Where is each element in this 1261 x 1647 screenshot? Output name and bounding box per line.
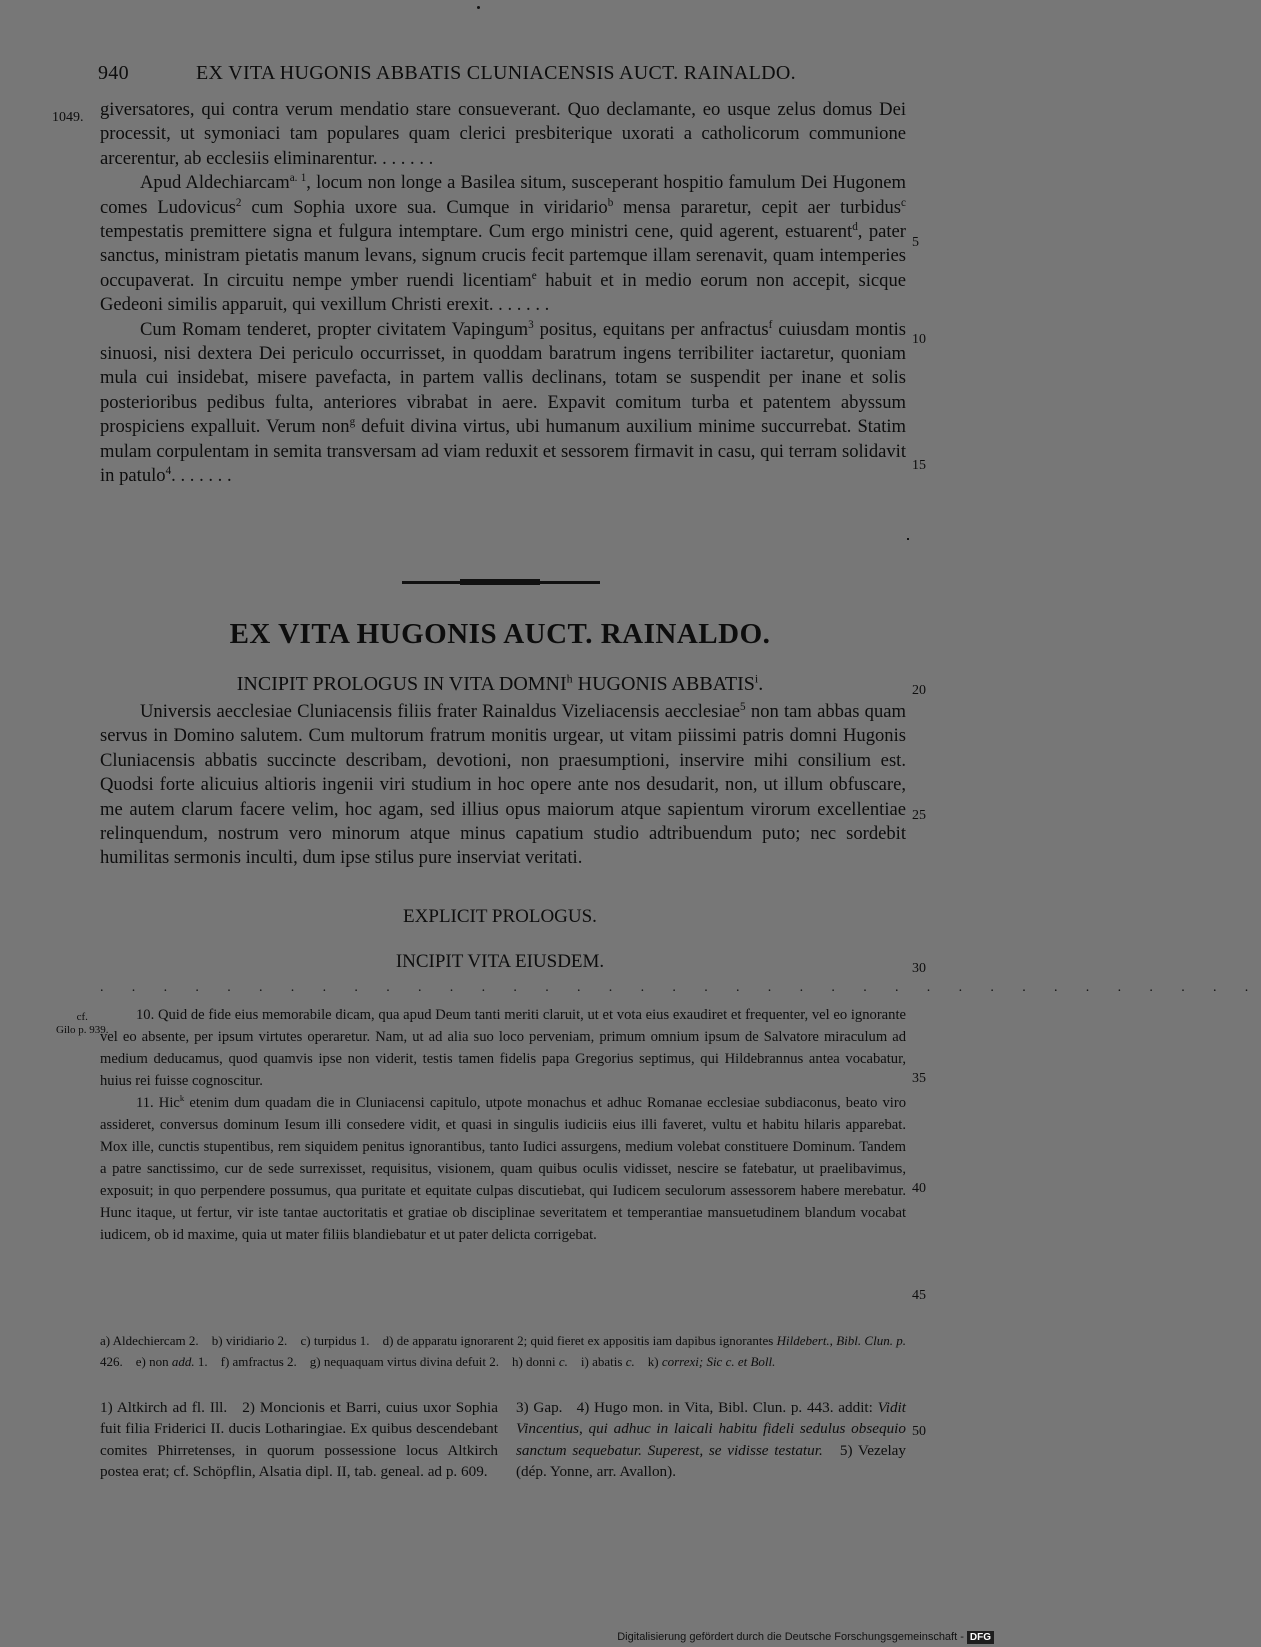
line-number: 25	[912, 808, 926, 823]
line-number: 35	[912, 1071, 926, 1086]
page-number: 940	[98, 62, 129, 84]
apparatus-notes: a) Aldechiercam 2. b) viridiario 2. c) turpidus 1. d) de apparatu ignorarent 2; quid fieret ex appositis iam dapibus ignorantes Hildebert., Bibl. Clun. p. 426. e) non add. 1. f) amfractus 2. g) nequaquam virtus divina defuit 2. h) donni c. i) abatis c. k) correxi; Sic c. et Boll.	[100, 1333, 906, 1369]
running-head	[98, 62, 796, 85]
line-number: 45	[912, 1288, 926, 1303]
paragraph: giversatores, qui contra verum mendatio stare consueverant. Quo declamante, eo usque zelus domus Dei processit, ut symoniaci tam populares quam clerici presbiterique uxorati a catholicorum communione arcerentur, ab ecclesiis eliminarentur. . . . . . .	[100, 99, 906, 169]
ellipsis-line: . . . . . . . . . . . . . . . . . . . . . . . . . . . . . . . . . . . . .	[100, 980, 1261, 995]
prologue-heading: INCIPIT PROLOGUS IN VITA DOMNI$^h$ HUGONIS ABBATIS$^i$.	[236, 671, 764, 695]
line-number: 40	[912, 1181, 926, 1196]
digitization-credit	[617, 1631, 994, 1644]
line-number: 20	[912, 683, 926, 698]
chapter-paragraph: 10. Quid de fide eius memorabile dicam, qua apud Deum tanti meriti claruit, ut et vota eius exaudiret et frequenter, vel eo ignorante vel eo absente, per ipsum virtutes operaretur. Nam, ut ad alia suo loco perveniam, primum omnium ipsum de Salvatore miraculum ad medium deducamus, quod quamvis ipse non viderit, testis tamen fidelis papa Gregorius septimus, qui Hildebrannus antea vocabatur, huius rei fuisse cognoscitur.	[100, 1007, 906, 1089]
prologue-text	[100, 700, 906, 871]
footnotes-left	[100, 1397, 498, 1483]
paragraph: Apud Aldechiarcam$^{a. 1}$, locum non longe a Basilea situm, susceperant hospitio famulum Dei Hugonem comes Ludovicus$^2$ cum Sophia uxore sua. Cumque in viridario$^b$ mensa pararetur, cepit aer turbidus$^c$ tempestatis premittere signa et fulgura intemptare. Cum ergo ministri cene, quid agerent, estuarent$^d$, pater sanctus, ministram pietatis manum levans, signum crucis fecit partemque illam serenavit, quam intemperies occupaverat. In circuitu nempe ymber ruendi licentiam$^e$ habuit et in medio eorum non accepit, sicque Gedeoni similis apparuit, qui vexillum Christi erexit. . . . . . .	[100, 172, 906, 316]
dfg-logo: DFG	[967, 1631, 994, 1644]
section-divider-ornament	[460, 579, 540, 585]
line-number: 30	[912, 961, 926, 976]
running-title: EX VITA HUGONIS ABBATIS CLUNIACENSIS AUCT. RAINALDO.	[196, 62, 796, 84]
vita-heading: INCIPIT VITA EIUSDEM.	[395, 951, 605, 972]
line-number: 50	[912, 1424, 926, 1439]
chapter-paragraph: 11. Hic$^k$ etenim dum quadam die in Cluniacensi capitulo, utpote monachus et adhuc Romanae ecclesiae subdiaconus, beato viro assideret, conversus dominum Iesum illi consedere vidit, et quasi in singulis iudiciis eius illi faveret, vultu et habitu hilaris apparebat. Mox ille, cunctis stupentibus, rem siquidem penitus ignorantibus, tanto Iudici assurgens, medium volebat constituere Dominum. Tandem a patre sanctissimo, cur de sede surrexisset, requisitus, visionem, quam quibus oculis vidisset, nescire se fatebatur, ut praelibavimus, exposuit; in quo perpendere possumus, qua puritate et equitate culpas discutiebat, qui Iudicem seculorum assessorem habere merebatur. Hunc itaque, ut fertur, vir iste tantae auctoritatis et gratiae ob disciplinae severitatem et temperantiae mansuetudinem blandum vocabat iudicem, ob id maxime, quia ut mater filiis blandiebatur et ut pater delicta corrigebat.	[100, 1093, 907, 1243]
cross-reference-label: cf.	[76, 1011, 88, 1023]
paragraph: Universis aecclesiae Cluniacensis filiis frater Rainaldus Vizeliacensis aecclesiae$^5$ non tam abbas quam servus in Domino salutem. Cum multorum fratrum monitis urgear, ut vitam piissimi patris domni Hugonis Cluniacensis abbatis succincte describam, devotioni, non praesumptioni, inservire mihi consilium est. Quodsi forte alicuius altioris ingenii viri studium in hoc opere ante nos desudarit, non, ut illum obfuscare, me autem clarum facere velim, hoc agam, sed illius opus maiorum atque sapientum virorum excellentiae relinquendum, nostrum vero minorum atque minus capatium studio adtribuendum puto; nec sordebit humilitas sermonis inculti, dum ipse stilus pure inserviat veritati.	[100, 700, 906, 869]
year-marginal: 1049.	[52, 110, 84, 125]
line-number: 15	[912, 458, 926, 473]
scan-mark	[477, 6, 480, 9]
critical-apparatus	[100, 1330, 906, 1372]
scan-mark	[907, 538, 909, 540]
line-number: 5	[912, 235, 919, 250]
line-number: 10	[912, 332, 926, 347]
footnote-text: 3) Gap. 4) Hugo mon. in Vita, Bibl. Clun. p. 443. addit: Vidit Vincentius, qui adhuc in laicali habitu fideli sedulus obsequio sanctum sequebatur. Superest, se vidisse testatur. 5) Vezelay (dép. Yonne, arr. Avallon).	[516, 1399, 906, 1481]
explicit-heading: EXPLICIT PROLOGUS.	[403, 906, 597, 927]
section-title: EX VITA HUGONIS AUCT. RAINALDO.	[229, 618, 771, 650]
cross-reference-source: Gilo p. 939.	[56, 1024, 109, 1036]
vita-text	[100, 1004, 906, 1246]
footnotes-right	[516, 1397, 906, 1483]
top-text	[100, 98, 906, 489]
paragraph: Cum Romam tenderet, propter civitatem Vapingum$^3$ positus, equitans per anfractus$^f$ cuiusdam montis sinuosi, nisi dextera Dei periculo occurrisset, in quoddam baratrum ingens terribiliter iactaretur, quoniam mula cui insidebat, misere pavefacta, in partem vallis declinans, totam se suspendit per inane et solis posterioribus pedibus fulta, anteriores vibrabat in aere. Expavit comitum turba et patentem abyssum prospiciens expalluit. Verum non$^g$ defuit divina virtus, ubi humanum auxilium minime succurrebat. Statim mulam corpulentam in semita transversam ad viam reduxit et sessorem firmavit in casu, qui terram solidavit in patulo$^4$. . . . . . .	[100, 318, 907, 487]
credit-text: Digitalisierung gefördert durch die Deutsche Forschungsgemeinschaft -	[617, 1631, 964, 1643]
footnote-text: 1) Altkirch ad fl. Ill. 2) Moncionis et Barri, cuius uxor Sophia fuit filia Friderici II. ducis Lotharingiae. Ex quibus descendebant comites Phirretenses, in quorum possessione locus Altkirch postea erat; cf. Schöpflin, Alsatia dipl. II, tab. geneal. ad p. 609.	[100, 1399, 498, 1481]
